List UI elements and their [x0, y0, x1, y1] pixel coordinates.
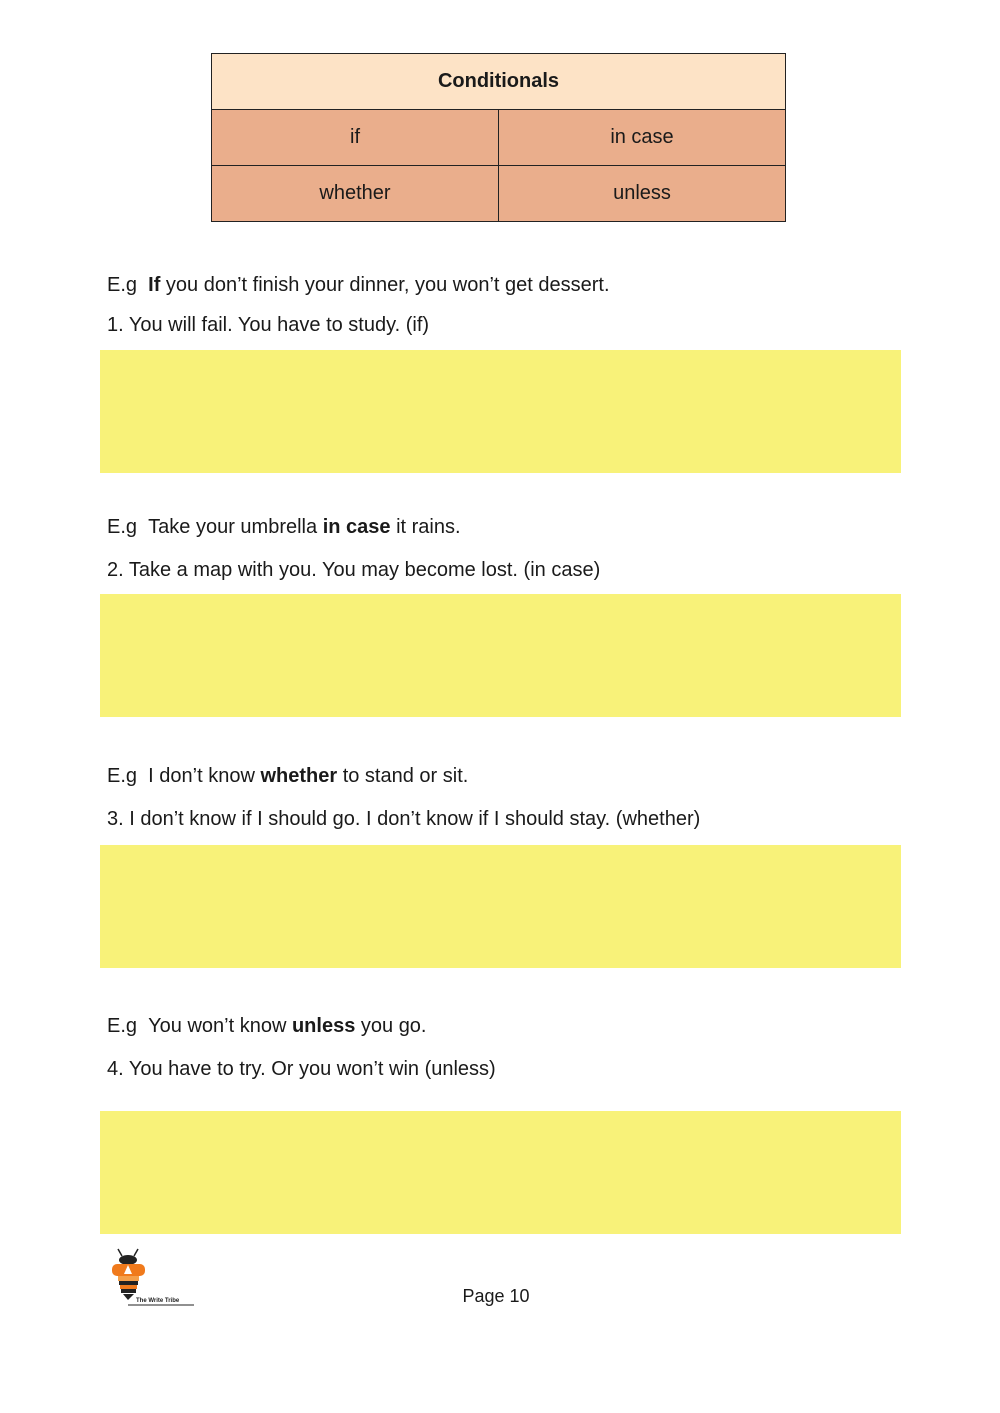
table-cell: if — [212, 110, 499, 166]
example-sentence — [107, 765, 468, 788]
eg-text: you don’t finish your dinner, you won’t get dessert. — [160, 274, 610, 296]
eg-text: You won’t know — [148, 1015, 292, 1037]
answer-input-3[interactable] — [100, 845, 901, 968]
svg-text:The Write Tribe: The Write Tribe — [136, 1298, 180, 1304]
eg-text: to stand or sit. — [337, 765, 469, 787]
eg-text: it rains. — [390, 516, 461, 538]
table-cell: whether — [212, 166, 499, 222]
table-title: Conditionals — [212, 54, 786, 110]
eg-keyword: whether — [260, 765, 338, 787]
eg-text: Take your umbrella — [148, 516, 323, 538]
eg-keyword: in case — [322, 516, 391, 538]
answer-input-4[interactable] — [100, 1111, 901, 1234]
eg-text: I don’t know — [148, 765, 261, 787]
eg-text: you go. — [355, 1015, 427, 1037]
answer-input-2[interactable] — [100, 594, 901, 717]
table-cell: unless — [499, 166, 786, 222]
eg-prefix: E.g — [107, 765, 138, 787]
question: 1. You will fail. You have to study. (if) — [107, 314, 430, 336]
example-sentence — [107, 1015, 427, 1038]
example-sentence — [107, 516, 461, 539]
eg-prefix: E.g — [107, 516, 138, 538]
table-cell: in case — [499, 110, 786, 166]
question: 4. You have to try. Or you won’t win (unless) — [107, 1058, 496, 1080]
eg-prefix: E.g — [107, 1015, 138, 1037]
question: 2. Take a map with you. You may become lost. (in case) — [107, 559, 601, 581]
conditionals-table — [211, 53, 786, 222]
answer-input-1[interactable] — [100, 350, 901, 473]
example-sentence — [107, 274, 610, 297]
page-number: Page 10 — [462, 1286, 530, 1306]
eg-prefix: E.g — [107, 274, 138, 296]
eg-keyword: unless — [291, 1015, 356, 1037]
question: 3. I don’t know if I should go. I don’t know if I should stay. (whether) — [107, 808, 701, 830]
eg-keyword: If — [148, 274, 161, 296]
